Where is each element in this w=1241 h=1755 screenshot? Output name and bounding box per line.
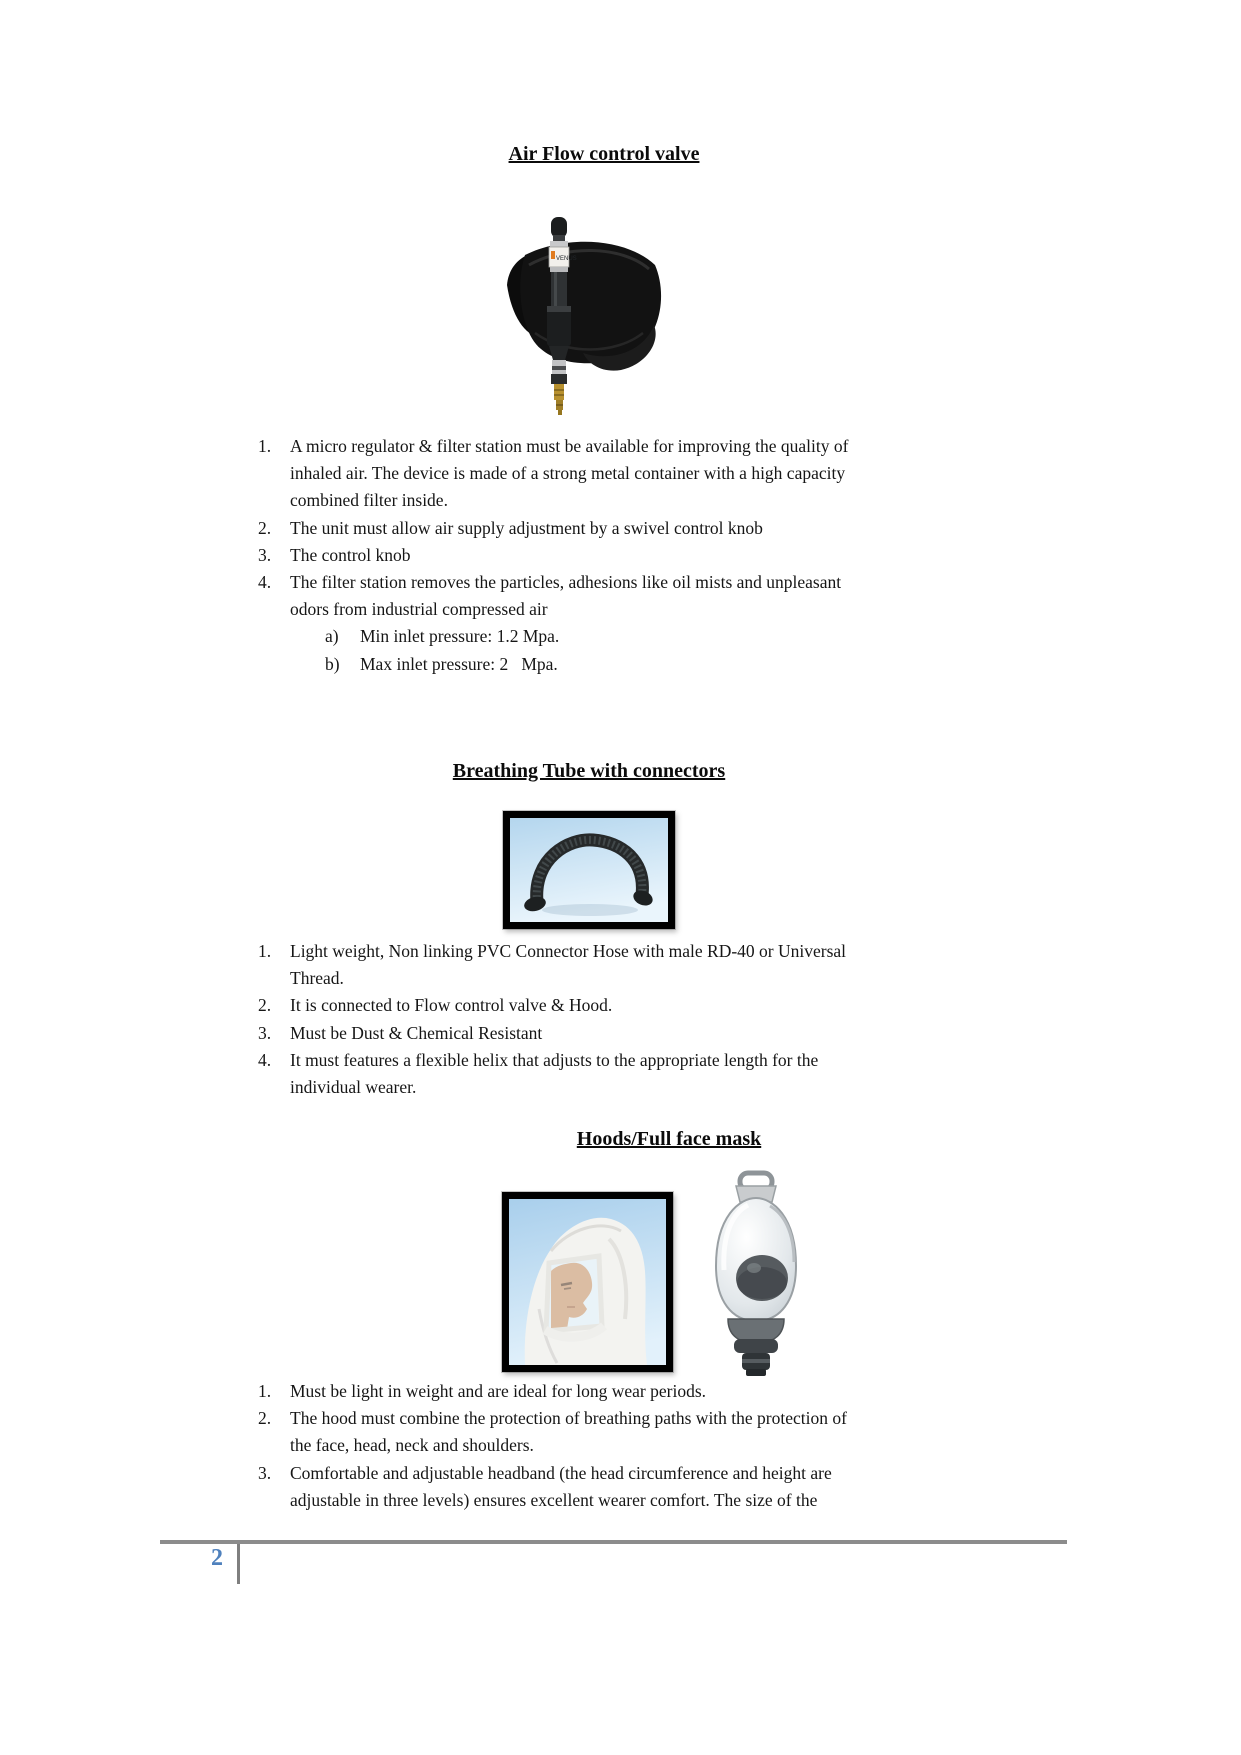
- list-item: [160, 542, 935, 569]
- list-marker: 3.: [258, 1462, 272, 1483]
- list-marker: 3.: [258, 1022, 272, 1043]
- list-marker: 4.: [258, 572, 272, 593]
- text-line: The hood must combine the protection of breathing paths with the protection of: [290, 1408, 847, 1429]
- text-line: inhaled air. The device is made of a strong metal container with a high capacity: [290, 463, 846, 484]
- text-line: The filter station removes the particles, adhesions like oil mists and unpleasant: [290, 572, 842, 593]
- list-item: [160, 1020, 935, 1047]
- air-flow-valve-list: [160, 433, 935, 678]
- text-line: Must be Dust & Chemical Resistant: [290, 1022, 543, 1043]
- list-marker: b): [325, 653, 340, 674]
- text-line: It is connected to Flow control valve & Hood.: [290, 995, 613, 1016]
- list-marker: 1.: [258, 1381, 272, 1401]
- list-marker: 1.: [258, 941, 272, 961]
- list-marker: 2.: [258, 1408, 272, 1429]
- text-line: combined filter inside.: [290, 490, 448, 511]
- breathing-tube-photo: [503, 811, 675, 929]
- mask-illustration: [700, 1170, 812, 1377]
- text-line: Comfortable and adjustable headband (the head circumference and height are: [290, 1462, 832, 1483]
- sub-list-item: [160, 651, 935, 678]
- section-title-hoods-full-face-mask: Hoods/Full face mask: [576, 1128, 762, 1150]
- footer-rule: [160, 1540, 1067, 1544]
- text-line: Light weight, Non linking PVC Connector Hose with male RD-40 or Universal: [290, 941, 847, 961]
- valve-brand-label: VENUS: [556, 256, 577, 262]
- sub-list-item: [160, 623, 935, 650]
- list-item: [160, 569, 935, 623]
- list-marker: 2.: [258, 995, 272, 1016]
- list-marker: 3.: [258, 544, 272, 565]
- list-marker: 1.: [258, 436, 272, 456]
- hood-illustration: [509, 1199, 666, 1365]
- section-title-breathing-tube: Breathing Tube with connectors: [452, 760, 726, 782]
- list-item: [160, 992, 935, 1019]
- breathing-tube-list: [160, 938, 935, 1101]
- text-line: Min inlet pressure: 1.2 Mpa.: [360, 626, 560, 647]
- list-item: [160, 1405, 935, 1459]
- text-line: The unit must allow air supply adjustment by a swivel control knob: [290, 517, 763, 538]
- hood-photo: [502, 1192, 673, 1372]
- text-line: adjustable in three levels) ensures excellent wearer comfort. The size of the: [290, 1489, 818, 1510]
- text-line: odors from industrial compressed air: [290, 599, 548, 620]
- full-face-mask-photo: [700, 1170, 812, 1377]
- tube-illustration: [510, 818, 668, 922]
- list-item: [160, 433, 935, 515]
- hoods-list: [160, 1378, 935, 1514]
- text-line: Thread.: [290, 968, 344, 989]
- air-flow-valve-photo: [495, 213, 670, 415]
- text-line: individual wearer.: [290, 1077, 417, 1098]
- text-line: The control knob: [290, 544, 411, 565]
- text-line: the face, head, neck and shoulders.: [290, 1435, 534, 1456]
- section-title-air-flow-control-valve: Air Flow control valve: [508, 143, 700, 165]
- list-item: [160, 515, 935, 542]
- list-item: [160, 938, 935, 992]
- list-marker: a): [325, 626, 339, 647]
- valve-illustration: [495, 213, 670, 415]
- page-number: 2: [211, 1545, 223, 1571]
- page-number-divider-bar: [237, 1544, 240, 1584]
- text-line: Must be light in weight and are ideal for long wear periods.: [290, 1381, 707, 1401]
- list-item: [160, 1460, 935, 1514]
- list-marker: 4.: [258, 1049, 272, 1070]
- list-item: [160, 1047, 935, 1101]
- text-line: A micro regulator & filter station must be available for improving the quality of: [290, 436, 849, 456]
- text-line: Max inlet pressure: 2 Mpa.: [360, 653, 558, 674]
- text-line: It must features a flexible helix that adjusts to the appropriate length for the: [290, 1049, 819, 1070]
- list-marker: 2.: [258, 517, 272, 538]
- list-item: [160, 1378, 935, 1405]
